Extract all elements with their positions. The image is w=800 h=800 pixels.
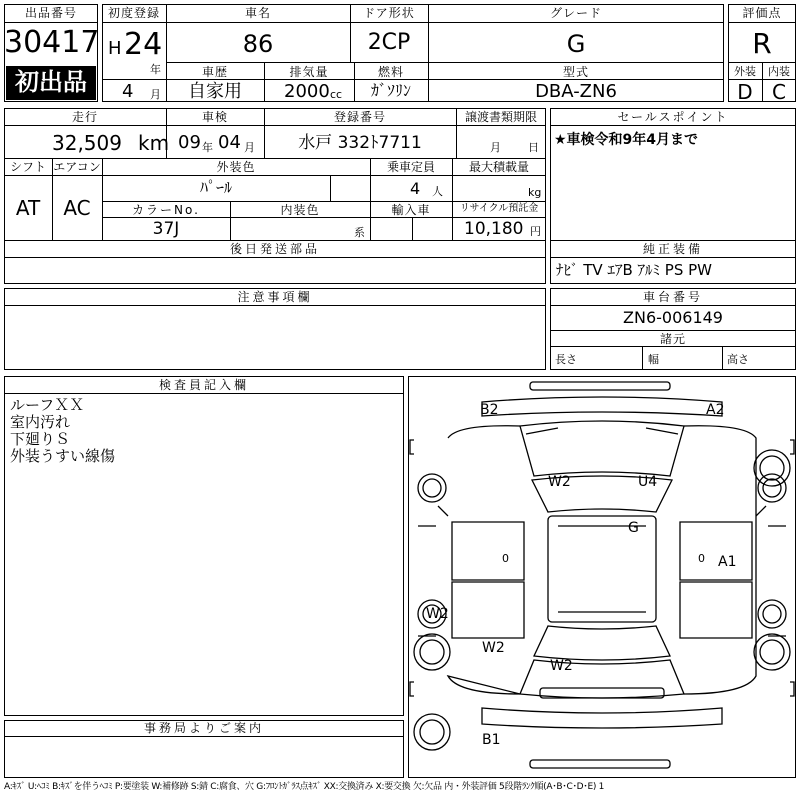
door-header: ドア形状 — [363, 6, 415, 20]
inspector-line: 下廻りＳ — [10, 430, 71, 448]
capacity-value: 4 — [410, 179, 421, 198]
history-header: 車歴 — [201, 65, 228, 79]
aircon-value: AC — [63, 196, 91, 220]
color-no-value: 37J — [152, 219, 180, 239]
displacement-header: 排気量 — [289, 65, 329, 79]
equipment-header: 純正装備 — [642, 242, 703, 256]
transfer-day-unit: 日 — [528, 141, 539, 154]
lot-header: 出品番号 — [24, 6, 77, 20]
displacement-value: 2000 — [284, 81, 330, 102]
door-value: 2CP — [367, 30, 411, 55]
chassis-header: 車台番号 — [642, 290, 703, 304]
first-listing-label: 初出品 — [15, 68, 87, 96]
damage-mark-a1: A1 — [718, 554, 737, 570]
model-header: 型式 — [562, 65, 589, 79]
int-value: C — [772, 80, 786, 104]
exterior-color-value: ﾊﾟｰﾙ — [199, 178, 232, 197]
transfer-header: 譲渡書類期限 — [464, 110, 537, 124]
recycle-value: 10,180 — [464, 219, 524, 239]
legend: A:ｷｽﾞ U:ﾍｺﾐ B:ｷｽﾞを伴うﾍｺﾐ P:要塗装 W:補修跡 S:錆 C:腐食、穴 G:ﾌﾛﾝﾄｶﾞﾗｽ点ｷｽﾞ XX:交換済み X:要交換 欠:欠品 内・外装評価 5段階ﾗﾝｸ順(A･B･C･D･E) 1 — [4, 782, 605, 792]
sales-point-header: セールスポイント — [617, 110, 729, 124]
registration-value: 水戸 332ﾄ7711 — [298, 133, 422, 153]
registration-header: 登録番号 — [333, 110, 386, 124]
equipment-value: ﾅﾋﾞ TV ｴｱB ｱﾙﾐ PS PW — [556, 261, 712, 279]
damage-mark-w2: W2 — [482, 640, 505, 656]
shift-header: シフト — [9, 160, 46, 174]
inspector-line: 室内汚れ — [10, 413, 71, 431]
fuel-value: ｶﾞｿﾘﾝ — [370, 81, 411, 100]
score-value: R — [752, 27, 772, 60]
first-reg-month: 4 — [122, 81, 134, 102]
sales-point-text: ★車検令和9年4月まで — [554, 132, 699, 148]
shift-value: AT — [15, 196, 41, 220]
damage-mark-u4: U4 — [638, 474, 658, 490]
later-parts-header: 後日発送部品 — [229, 242, 320, 256]
damage-mark-a2: A2 — [706, 402, 725, 418]
mileage-unit: km — [138, 131, 170, 155]
inspection-month: 04 — [218, 132, 241, 153]
first-reg-year: 24 — [124, 27, 163, 62]
inspector-line: 外装うすい線傷 — [10, 447, 116, 465]
grade-header: グレード — [549, 6, 602, 20]
history-value: 自家用 — [188, 81, 242, 102]
capacity-unit: 人 — [432, 185, 443, 198]
import-header: 輸入車 — [391, 203, 431, 217]
score-header: 評価点 — [742, 6, 782, 20]
car-damage-diagram — [408, 376, 796, 778]
exterior-color-header: 外装色 — [216, 160, 256, 174]
notes-header: 注意事項欄 — [237, 290, 313, 304]
capacity-header: 乗車定員 — [386, 160, 435, 174]
ext-value: D — [737, 80, 753, 104]
interior-color-header: 内装色 — [280, 203, 320, 217]
dims-length: 長さ — [555, 353, 577, 366]
damage-mark-g: G — [628, 520, 639, 536]
recycle-unit: 円 — [530, 225, 541, 238]
inspection-month-unit: 月 — [244, 141, 255, 154]
chassis-value: ZN6-006149 — [623, 308, 723, 327]
grade-value: G — [566, 30, 586, 58]
first-reg-month-unit: 月 — [150, 88, 161, 101]
first-reg-year-unit: 年 — [150, 63, 161, 76]
fuel-header: 燃料 — [377, 65, 404, 79]
dims-height: 高さ — [727, 353, 749, 366]
car-name-value: 86 — [242, 30, 274, 58]
model-value: DBA-ZN6 — [535, 81, 617, 102]
lot-number: 30417 — [4, 25, 100, 60]
damage-mark-w2: W2 — [550, 658, 573, 674]
dims-width: 幅 — [648, 353, 659, 366]
max-load-header: 最大積載量 — [468, 160, 529, 174]
inspection-header: 車検 — [201, 110, 228, 124]
dims-header: 諸元 — [659, 332, 686, 346]
color-no-header: カラーNo. — [132, 203, 200, 217]
int-header: 内装 — [768, 65, 790, 78]
diagram-zero: 0 — [502, 552, 509, 565]
office-header: 事務局よりご案内 — [143, 721, 264, 735]
mileage-value: 32,509 — [52, 131, 122, 155]
aircon-header: エアコン — [53, 160, 101, 174]
transfer-month-unit: 月 — [490, 141, 501, 154]
ext-header: 外装 — [734, 65, 756, 78]
inspector-header: 検査員記入欄 — [158, 378, 249, 392]
recycle-header: リサイクル預託金 — [459, 203, 539, 214]
damage-mark-w2: W2 — [548, 474, 571, 490]
inspection-year: 09 — [178, 132, 201, 153]
displacement-unit: cc — [330, 88, 343, 101]
first-reg-era: H — [108, 38, 122, 59]
interior-color-unit: 系 — [354, 226, 365, 239]
mileage-header: 走行 — [71, 110, 98, 124]
inspection-year-unit: 年 — [202, 141, 213, 154]
damage-mark-b2: B2 — [480, 402, 499, 418]
damage-mark-w2: W2 — [426, 606, 449, 622]
first-reg-header: 初度登録 — [107, 6, 160, 20]
diagram-zero: 0 — [698, 552, 705, 565]
car-name-header: 車名 — [244, 6, 271, 20]
max-load-unit: kg — [528, 186, 542, 199]
inspector-line: ルーフＸＸ — [10, 396, 85, 414]
damage-mark-b1: B1 — [482, 732, 501, 748]
